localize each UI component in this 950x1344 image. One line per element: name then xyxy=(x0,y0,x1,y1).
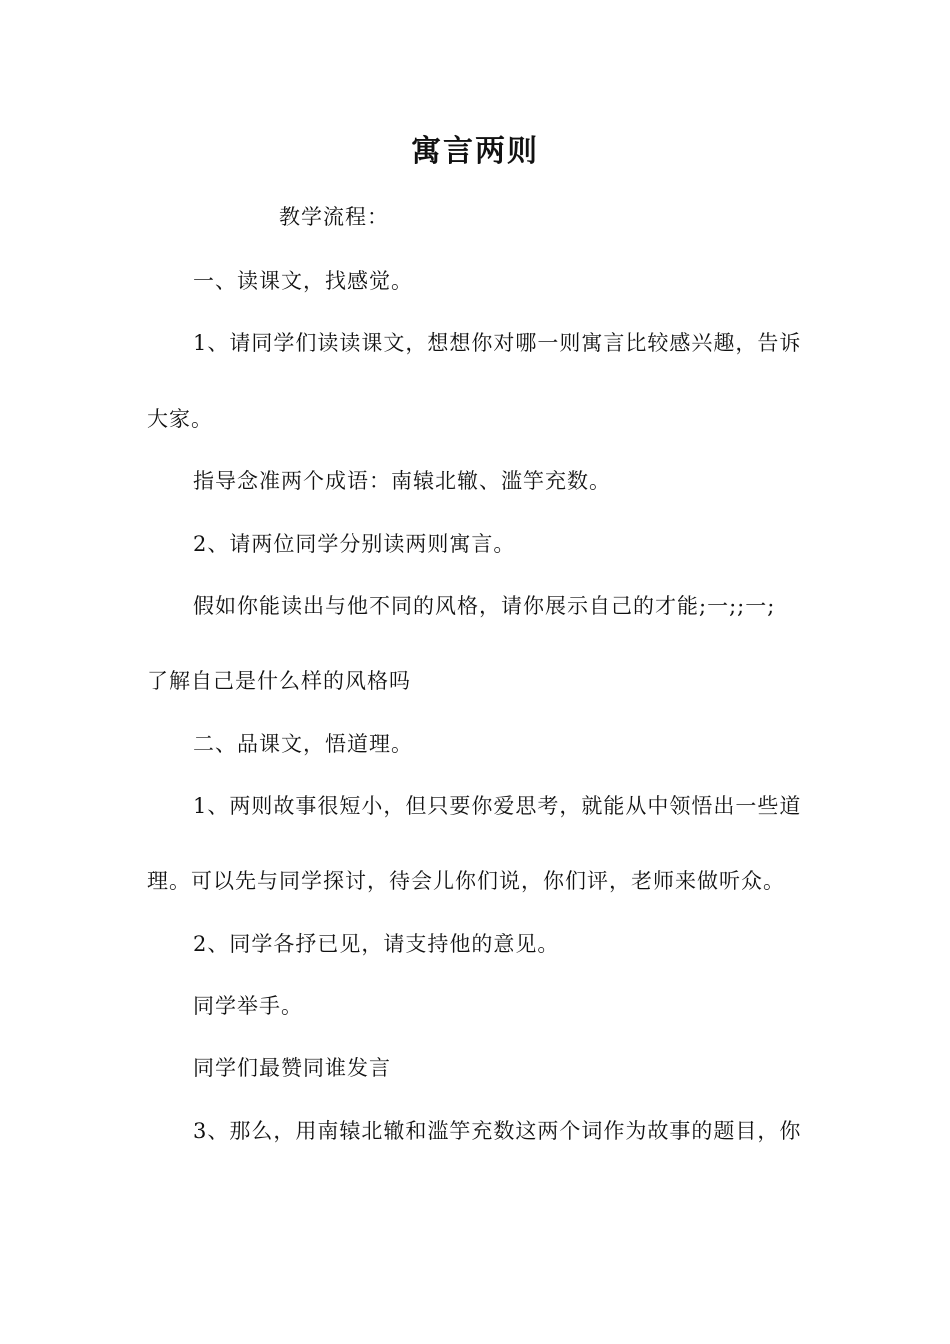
paragraph-line: 理。可以先与同学探讨，待会儿你们说，你们评，老师来做听众。 xyxy=(147,869,785,893)
paragraph-line: 1、两则故事很短小，但只要你爱思考，就能从中领悟出一些道 xyxy=(193,794,802,818)
section-label-teaching-process: 教学流程： xyxy=(279,205,389,229)
paragraph-line: 指导念准两个成语：南辕北辙、滥竽充数。 xyxy=(193,469,611,493)
paragraph-line: 大家。 xyxy=(147,407,213,431)
paragraph-line: 3、那么，用南辕北辙和滥竽充数这两个词作为故事的题目，你 xyxy=(193,1119,802,1143)
document-title: 寓言两则 xyxy=(411,134,539,169)
paragraph-line: 2、请两位同学分别读两则寓言。 xyxy=(193,532,516,556)
paragraph-line: 了解自己是什么样的风格吗 xyxy=(147,669,411,693)
paragraph-line: 同学举手。 xyxy=(193,994,303,1018)
paragraph-line: 2、同学各抒已见，请支持他的意见。 xyxy=(193,932,560,956)
heading-part-two: 二、品课文，悟道理。 xyxy=(193,732,413,756)
heading-part-one: 一、读课文，找感觉。 xyxy=(193,269,413,293)
paragraph-line: 同学们最赞同谁发言 xyxy=(193,1056,391,1080)
paragraph-line: 假如你能读出与他不同的风格，请你展示自己的才能;一;;一; xyxy=(193,594,776,618)
paragraph-line: 1、请同学们读读课文，想想你对哪一则寓言比较感兴趣，告诉 xyxy=(193,331,802,355)
